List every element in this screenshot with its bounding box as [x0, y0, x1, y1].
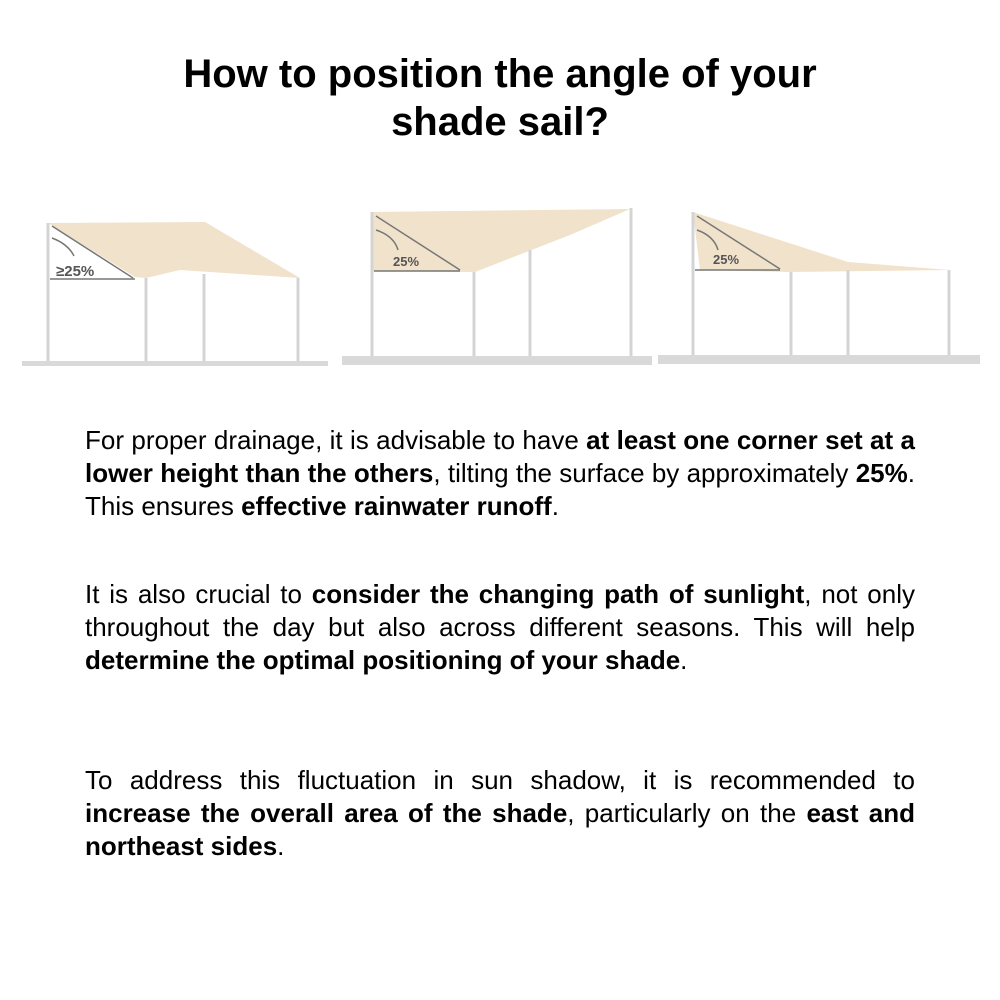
body-text: , tilting the surface by approximately — [433, 458, 856, 488]
paragraph-drainage — [85, 424, 915, 523]
paragraph-sunlight-path — [85, 578, 915, 677]
body-text: To address this fluctuation in sun shadow, it is recommended to — [85, 765, 915, 795]
emphasis-text: 25% — [855, 458, 908, 488]
emphasis-text: consider the changing path of sunlight — [311, 579, 805, 609]
angle-label: 25% — [713, 252, 740, 267]
body-text: , not only throughout the day but also across different seasons. This will help — [85, 579, 915, 642]
body-text: For proper drainage, it is advisable to have — [85, 425, 587, 455]
shade-sail-illustrations — [0, 190, 1000, 380]
shade-sail-figure-3 — [658, 212, 980, 364]
body-text: . This ensures — [85, 458, 915, 521]
body-text: . — [551, 491, 559, 521]
ground-line — [22, 361, 328, 366]
body-text: . — [277, 831, 285, 861]
emphasis-text: determine the optimal positioning of your shade — [85, 645, 681, 675]
angle-arc — [52, 238, 74, 256]
emphasis-text: at least one corner set at a lower height than the others — [85, 425, 915, 488]
angle-label: 25% — [393, 254, 420, 269]
body-text: . — [680, 645, 688, 675]
body-text: It is also crucial to — [85, 579, 312, 609]
emphasis-text: effective rainwater runoff — [241, 491, 552, 521]
ground-line — [342, 356, 652, 365]
body-text: , particularly on the — [567, 798, 807, 828]
angle-label: ≥25% — [56, 263, 95, 280]
emphasis-text: east and northeast sides — [85, 798, 916, 861]
paragraph-shade-area — [85, 764, 915, 863]
ground-line — [658, 355, 980, 364]
shade-sail-figure-1 — [22, 222, 328, 366]
page-title-line-2: shade sail? — [391, 100, 609, 144]
shade-sail-figure-2 — [342, 208, 652, 365]
page-title-line-1: How to position the angle of your — [183, 52, 817, 96]
page-title — [100, 50, 900, 146]
emphasis-text: increase the overall area of the shade — [85, 798, 568, 828]
